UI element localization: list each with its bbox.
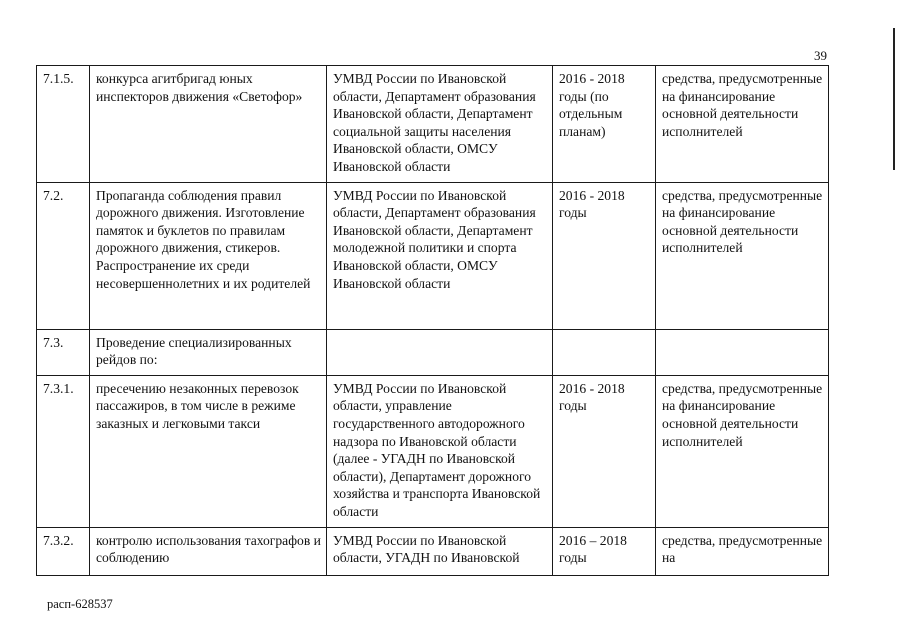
table-row [37, 527, 829, 575]
event-description: конкурса агитбригад юных инспекторов движения «Светофор» [90, 66, 327, 183]
table-row [37, 182, 829, 329]
period: 2016 - 2018 годы [553, 375, 656, 527]
item-number: 7.2. [37, 182, 90, 329]
executors: УМВД России по Ивановской области, Департамент образования Ивановской области, Департамент молодежной политики и спорта Ивановской области, ОМСУ Ивановской области [327, 182, 553, 329]
executors: УМВД России по Ивановской области, управление государственного автодорожного надзора по Ивановской области (далее - УГАДН по Ивановской области), Департамент дорожного хозяйства и транспорта Ивановской области [327, 375, 553, 527]
funding-source [656, 329, 829, 375]
event-description: пресечению незаконных перевозок пассажиров, в том числе в режиме заказных и легковыми такси [90, 375, 327, 527]
item-number: 7.3.1. [37, 375, 90, 527]
funding-source: средства, предусмотренные на [656, 527, 829, 575]
period: 2016 – 2018 годы [553, 527, 656, 575]
table-row [37, 66, 829, 183]
event-description: Пропаганда соблюдения правил дорожного движения. Изготовление памяток и буклетов по правилам дорожного движения, стикеров. Распространение их среди несовершеннолетних и их родителей [90, 182, 327, 329]
funding-source: средства, предусмотренные на финансирование основной деятельности исполнителей [656, 375, 829, 527]
document-code: расп-628537 [47, 597, 113, 611]
table-row [37, 375, 829, 527]
event-description: контролю использования тахографов и соблюдению [90, 527, 327, 575]
period: 2016 - 2018 годы (по отдельным планам) [553, 66, 656, 183]
executors: УМВД России по Ивановской области, Департамент образования Ивановской области, Департамент социальной защиты населения Ивановской области, ОМСУ Ивановской области [327, 66, 553, 183]
scan-edge-mark [893, 28, 895, 170]
period [553, 329, 656, 375]
executors [327, 329, 553, 375]
measures-table [36, 65, 829, 576]
funding-source: средства, предусмотренные на финансирование основной деятельности исполнителей [656, 182, 829, 329]
event-description: Проведение специализированных рейдов по: [90, 329, 327, 375]
period: 2016 - 2018 годы [553, 182, 656, 329]
item-number: 7.3. [37, 329, 90, 375]
page-number: 39 [814, 48, 827, 63]
item-number: 7.3.2. [37, 527, 90, 575]
table-row [37, 329, 829, 375]
executors: УМВД России по Ивановской области, УГАДН по Ивановской [327, 527, 553, 575]
funding-source: средства, предусмотренные на финансирование основной деятельности исполнителей [656, 66, 829, 183]
item-number: 7.1.5. [37, 66, 90, 183]
